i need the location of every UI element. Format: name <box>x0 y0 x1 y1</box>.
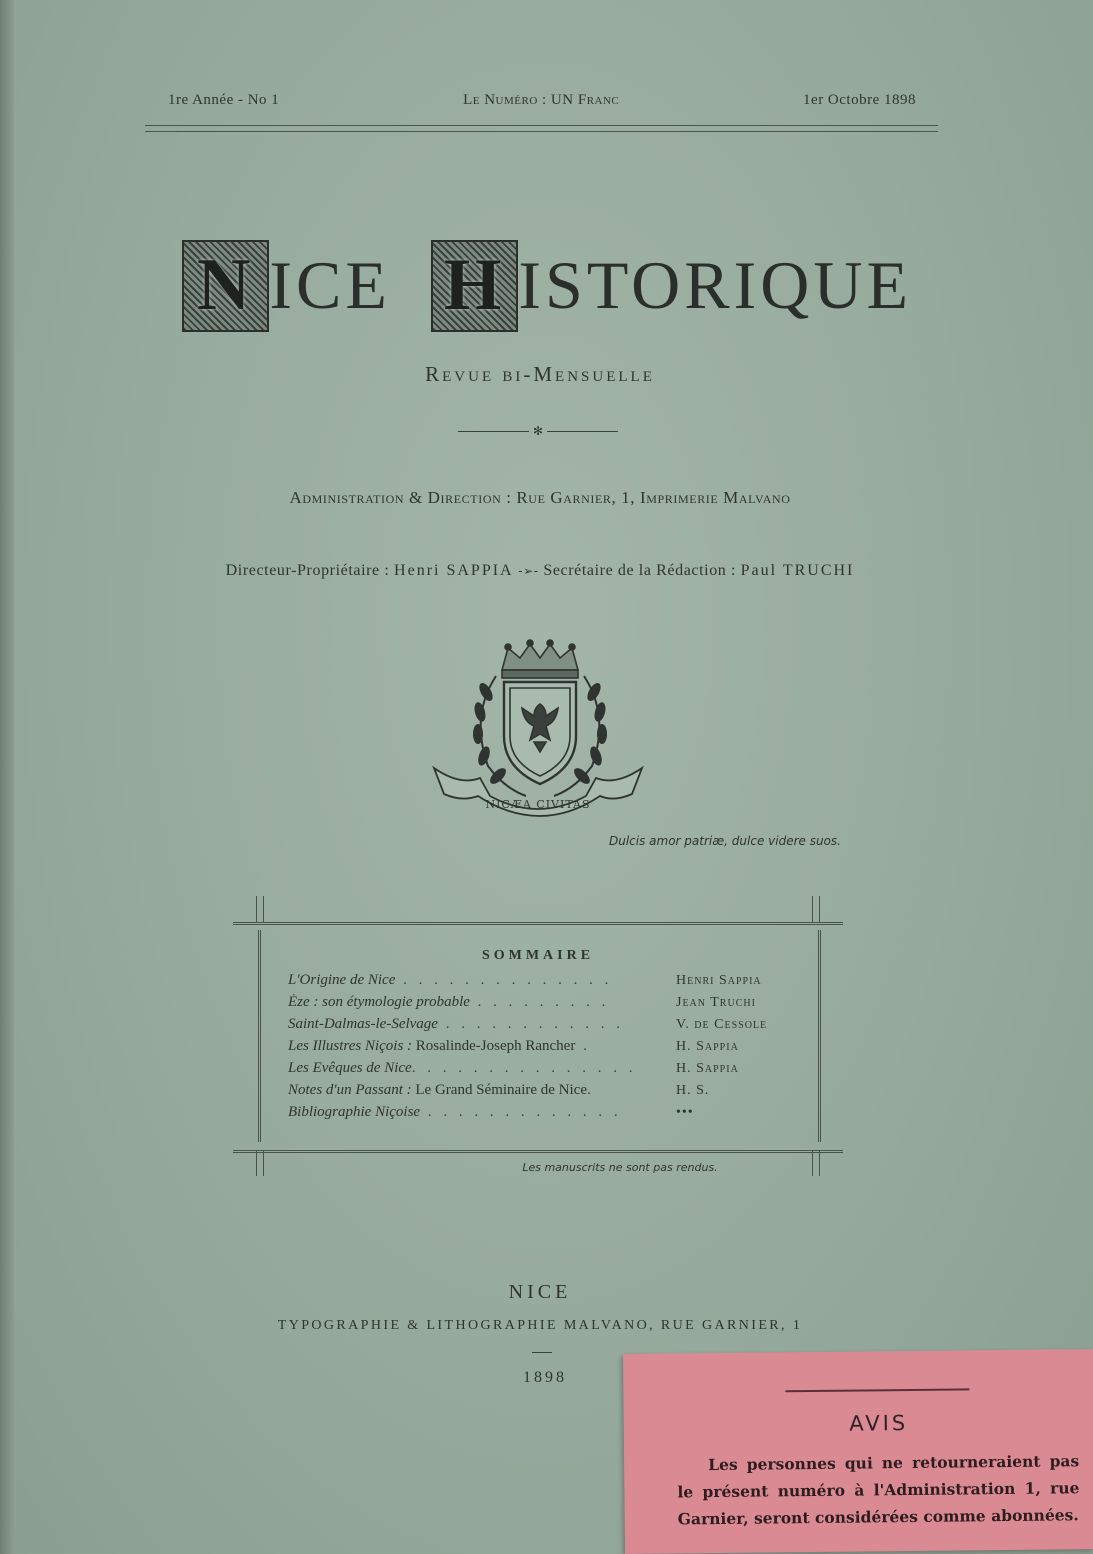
sommaire-item-author: Henri Sappia <box>676 973 762 988</box>
masthead-title <box>182 238 912 333</box>
frame-tick <box>256 1150 264 1176</box>
avis-title: AVIS <box>849 1411 909 1436</box>
sommaire-item-title <box>288 1060 676 1077</box>
sommaire-item-author: H. S. <box>676 1083 710 1098</box>
ribbon-text: NICÆA CIVITAS <box>485 798 591 811</box>
ornament-divider: ✻ <box>458 424 618 438</box>
avis-paragraph: Les personnes qui ne retourneraient pas le présent numéro à l'Administration 1, rue Garnier, seront considérées comme abonnées. <box>677 1451 1080 1529</box>
sommaire-item-title-italic: Saint-Dalmas-le-Selvage <box>288 1016 438 1032</box>
sommaire-item-title <box>288 1016 676 1033</box>
avis-label <box>623 1349 1093 1554</box>
sommaire-item-author: H. Sappia <box>676 1061 739 1076</box>
issue-number: 1re Année - No 1 <box>168 92 280 108</box>
sommaire-item-title <box>288 994 676 1011</box>
administration-line: Administration & Direction : Rue Garnier, 1, Imprimerie Malvano <box>289 488 791 507</box>
issue-date: 1er Octobre 1898 <box>803 92 916 108</box>
secretary-role: Secrétaire de la Rédaction : <box>543 562 737 579</box>
sommaire-item-title <box>288 1082 676 1099</box>
sommaire-item-author: V. de Cessole <box>676 1017 768 1032</box>
sommaire-item-leader-dots: . <box>575 1038 591 1054</box>
sommaire-item-author: H. Sappia <box>676 1039 739 1054</box>
sommaire-item-title-italic: Les Evêques de Nice <box>288 1060 412 1076</box>
nice-coat-of-arms-emblem <box>430 636 645 826</box>
frame-tick <box>812 1150 820 1176</box>
manuscripts-note: Les manuscrits ne sont pas rendus. <box>522 1161 718 1174</box>
ornate-initial-n: N <box>182 240 269 332</box>
sommaire-item-author: Jean Truchi <box>676 995 756 1010</box>
sommaire-heading: SOMMAIRE <box>481 948 595 963</box>
latin-motto: Dulcis amor patriæ, dulce videre suos. <box>608 834 841 848</box>
sommaire-item <box>288 1038 808 1060</box>
sommaire-item <box>288 1104 808 1126</box>
sommaire-item-title-italic: L'Origine de Nice <box>288 972 396 988</box>
sommaire-item-leader-dots: . . . . . . . . . . . . . . <box>395 972 613 988</box>
ornate-initial-h: H <box>431 240 518 332</box>
sommaire-item-leader-dots: . <box>586 1082 595 1098</box>
sommaire-item-title <box>288 1038 676 1055</box>
issue-price: Le Numéro : UN Franc <box>463 92 620 108</box>
avis-text <box>677 1447 1080 1532</box>
sommaire-item <box>288 972 808 994</box>
frame-tick <box>256 896 264 922</box>
secretary-name: Paul TRUCHI <box>740 562 855 579</box>
sommaire-item-title-italic: Les Illustres Niçois : <box>288 1038 413 1054</box>
binding-spine <box>0 0 14 1554</box>
sommaire-item-title <box>288 1104 676 1121</box>
header-rule <box>145 125 938 132</box>
subtitle: Revue bi-Mensuelle <box>425 362 655 386</box>
sommaire-list <box>288 972 808 1126</box>
sommaire-item <box>288 1082 808 1104</box>
sommaire-item <box>288 1060 808 1082</box>
sommaire-item-title <box>288 972 676 989</box>
staff-line <box>140 562 940 580</box>
sommaire-item-leader-dots: . . . . . . . . . . . . . <box>420 1104 622 1120</box>
imprint-city: NICE <box>508 1281 572 1303</box>
sommaire-item-leader-dots: . . . . . . . . . . . . . . . <box>411 1060 637 1076</box>
sommaire-item <box>288 1016 808 1038</box>
imprint-dash <box>532 1352 552 1353</box>
imprint-printer: TYPOGRAPHIE & LITHOGRAPHIE MALVANO, RUE GARNIER, 1 <box>277 1318 803 1333</box>
sommaire-item-leader-dots: . . . . . . . . . <box>469 994 610 1010</box>
masthead-word2-rest: ISTORIQUE <box>518 247 912 323</box>
director-role: Directeur-Propriétaire : <box>225 562 390 579</box>
sommaire-item-title-italic: Èze : son étymologie probable <box>288 994 470 1010</box>
sommaire-item-title-roman: Le Grand Séminaire de Nice <box>411 1082 587 1098</box>
avis-rule <box>785 1388 969 1392</box>
frame-tick <box>812 896 820 922</box>
sommaire-item-author: ••• <box>676 1105 694 1120</box>
imprint-year: 1898 <box>523 1369 567 1386</box>
issue-header <box>168 92 916 116</box>
director-name: Henri SAPPIA <box>394 562 514 579</box>
masthead-word1-rest: ICE <box>269 247 391 323</box>
staff-separator: -➢- <box>518 564 539 578</box>
sommaire-item-leader-dots: . . . . . . . . . . . . <box>437 1016 624 1032</box>
sommaire-item-title-roman: Rosalinde-Joseph Rancher <box>412 1038 576 1054</box>
sommaire-item-title-italic: Bibliographie Niçoise <box>288 1104 421 1120</box>
sommaire-item <box>288 994 808 1016</box>
sommaire-item-title-italic: Notes d'un Passant : <box>288 1082 412 1098</box>
